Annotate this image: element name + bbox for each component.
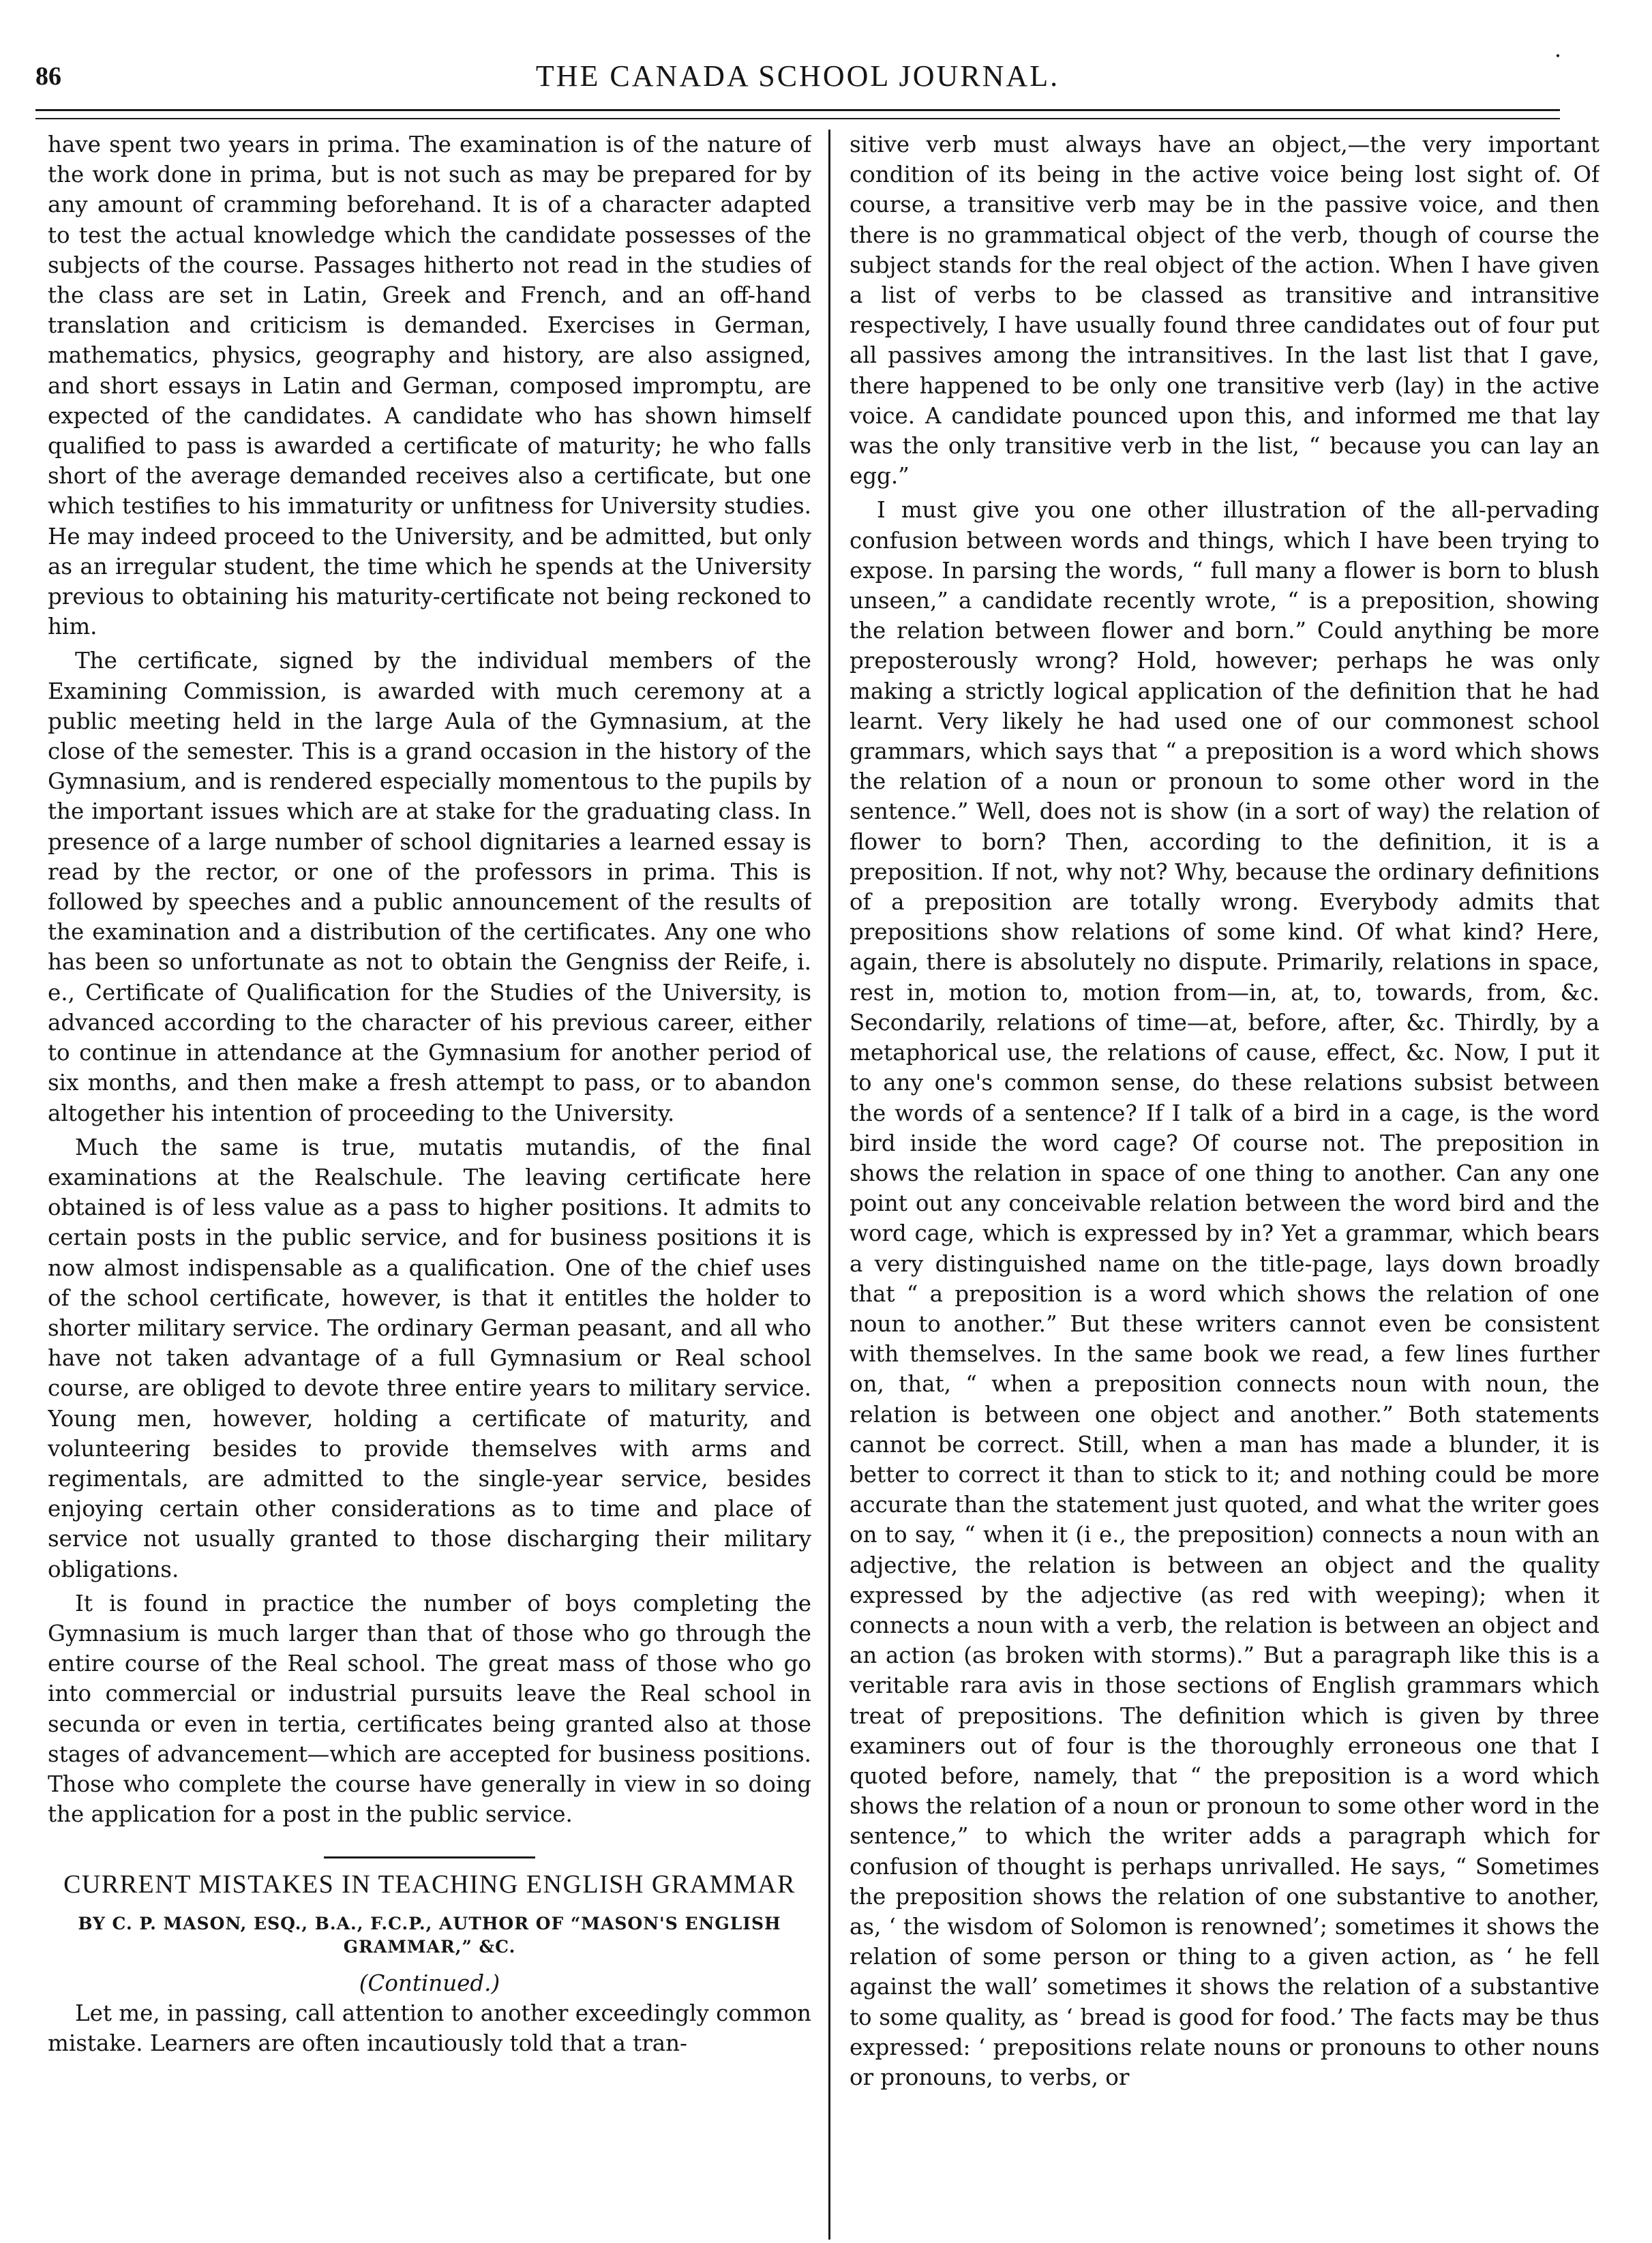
paragraph: The certificate, signed by the individual members of the Examining Commission, is awarded with much ceremony at a public meeting held in the large Aula of the Gymnasium, at the close of the semester. This is a grand occasion in the history of the Gymnasium, and is rendered especially momentous to the pupils by the important issues which are at stake for the graduating class. In presence of a large number of school dignitaries a learned essay is read by the rector, or one of the professors in prima. This is followed by speeches and a public announcement of the results of the examination and a distribution of the certificates. Any one who has been so unfortunate as not to obtain the Gengniss der Reife, i. e., Certificate of Qualification for the Studies of the University, is advanced according to the character of his previous career, either to continue in attendance at the Gymnasium for another period of six months, and then make a fresh attempt to pass, or to abandon altogether his intention of proceeding to the University.: [48, 648, 811, 1126]
paragraph: It is found in practice the number of boys completing the Gymnasium is much larger than that of those who go through the entire course of the Real school. The great mass of those who go into commercial or industrial pursuits leave the Real school in secunda or even in tertia, certificates being granted also at those stages of advancement—which are accepted for business positions. Those who complete the course have generally in view in so doing the application for a post in the public service.: [48, 1590, 811, 1828]
paragraph: have spent two years in prima. The examination is of the nature of the work done in prima, but is not such as may be prepared for by any amount of cramming beforehand. It is of a character adapted to test the actual knowledge which the candidate possesses of the subjects of the course. Passages hitherto not read in the studies of the class are set in Latin, Greek and French, and an off-hand translation and criticism is demanded. Exercises in German, mathematics, physics, geography and history, are also assigned, and short essays in Latin and German, composed impromptu, are expected of the candidates. A candidate who has shown himself qualified to pass is awarded a certificate of maturity; he who falls short of the average demanded receives also a certificate, but one which testifies to his immaturity or unfitness for University studies. He may indeed proceed to the University, and be admitted, but only as an irregular student, the time which he spends at the University previous to obtaining his maturity-certificate not being reckoned to him.: [48, 132, 811, 640]
header-rule: [35, 109, 1560, 111]
header-rule-secondary: [35, 118, 1560, 119]
article-byline: BY C. P. MASON, ESQ., B.A., F.C.P., AUTHOR OF “MASON'S ENGLISH GRAMMAR,” &C.: [78, 1913, 781, 1957]
left-column: [48, 130, 811, 2233]
paragraph: Much the same is true, mutatis mutandis, of the final examinations at the Realschule. The leaving certificate here obtained is of less value as a pass to higher positions. It admits to certain posts in the public service, and for business positions it is now almost indispensable as a qualification. One of the chief uses of the school certificate, however, is that it entitles the holder to shorter military service. The ordinary German peasant, and all who have not taken advantage of a full Gymnasium or Real school course, are obliged to devote three entire years to military service. Young men, however, holding a certificate of maturity, and volunteering besides to provide themselves with arms and regimentals, are admitted to the single-year service, besides enjoying certain other considerations as to time and place of service not usually granted to those discharging their military obligations.: [48, 1134, 811, 1582]
continued-note: (Continued.): [359, 1970, 500, 1996]
page-number: 86: [35, 62, 61, 91]
page-header: [35, 49, 1560, 106]
paragraph: Let me, in passing, call attention to another exceedingly common mistake. Learners are often incautiously told that a tran-: [48, 2000, 811, 2056]
article-separator: [324, 1856, 535, 1858]
corner-mark: •: [1555, 49, 1560, 63]
paragraph: sitive verb must always have an object,—the very important condition of its being in the active voice being lost sight of. Of course, a transitive verb may be in the passive voice, and then there is no grammatical object of the verb, though of course the subject stands for the real object of the action. When I have given a list of verbs to be classed as transitive and intransitive respectively, I have usually found three candidates out of four put all passives among the intransitives. In the last list that I gave, there happened to be only one transitive verb (lay) in the active voice. A candidate pounced upon this, and informed me that lay was the only transitive verb in the list, “ because you can lay an egg.”: [850, 132, 1600, 490]
column-divider: [828, 130, 830, 2240]
article-title: CURRENT MISTAKES IN TEACHING ENGLISH GRAMMAR: [63, 1870, 796, 1899]
paragraph: I must give you one other illustration of the all-pervading confusion between words and things, which I have been trying to expose. In parsing the words, “ full many a flower is born to blush unseen,” a candidate recently wrote, “ is a preposition, showing the relation between flower and born.” Could anything be more preposterously wrong? Hold, however; perhaps he was only making a strictly logical application of the definition that he had learnt. Very likely he had used one of our commonest school grammars, which says that “ a preposition is a word which shows the relation of a noun or pronoun to some other word in the sentence.” Well, does not is show (in a sort of way) the relation of flower to born? Then, according to the definition, it is a preposition. If not, why not? Why, because the ordinary definitions of a preposition are totally wrong. Everybody admits that prepositions show relations of some kind. Of what kind? Here, again, there is absolutely no dispute. Primarily, relations in space, rest in, motion to, motion from—in, at, to, towards, from, &c. Secondarily, relations of time—at, before, after, &c. Thirdly, by a metaphorical use, the relations of cause, effect, &c. Now, I put it to any one's common sense, do these relations subsist between the words of a sentence? If I talk of a bird in a cage, is the word bird inside the word cage? Of course not. The preposition in shows the relation in space of one thing to another. Can any one point out any conceivable relation between the word bird and the word cage, which is expressed by in? Yet a grammar, which bears a very distinguished name on the title-page, lays down broadly that “ a preposition is a word which shows the relation of one noun to another.” But these writers cannot even be consistent with themselves. In the same book we read, a few lines further on, that, “ when a preposition connects noun with noun, the relation is between one object and another.” Both statements cannot be correct. Still, when a man has made a blunder, it is better to correct it than to stick to it; and nothing could be more accurate than the statement just quoted, and what the writer goes on to say, “ when it (i e., the preposition) connects a noun with an adjective, the relation is between an object and the quality expressed by the adjective (as red with weeping); when it connects a noun with a verb, the relation is between an object and an action (as broken with storms).” But a paragraph like this is a veritable rara avis in those sections of English grammars which treat of prepositions. The definition which is given by three examiners out of four is the thoroughly erroneous one that I quoted before, namely, that “ the preposition is a word which shows the relation of a noun or pronoun to some other word in the sentence,” to which the writer adds a paragraph which for confusion of thought is perhaps unrivalled. He says, “ Sometimes the preposition shows the relation of one substantive to another, as, ‘ the wisdom of Solomon is renowned’; sometimes it shows the relation of some person or thing to a given action, as ‘ he fell against the wall’ sometimes it shows the relation of a substantive to some quality, as ‘ bread is good for food.’ The facts may be thus expressed: ‘ prepositions relate nouns or pronouns to other nouns or pronouns, to verbs, or: [850, 497, 1600, 2090]
journal-title: THE CANADA SCHOOL JOURNAL.: [535, 59, 1060, 93]
right-column: [850, 130, 1600, 2233]
